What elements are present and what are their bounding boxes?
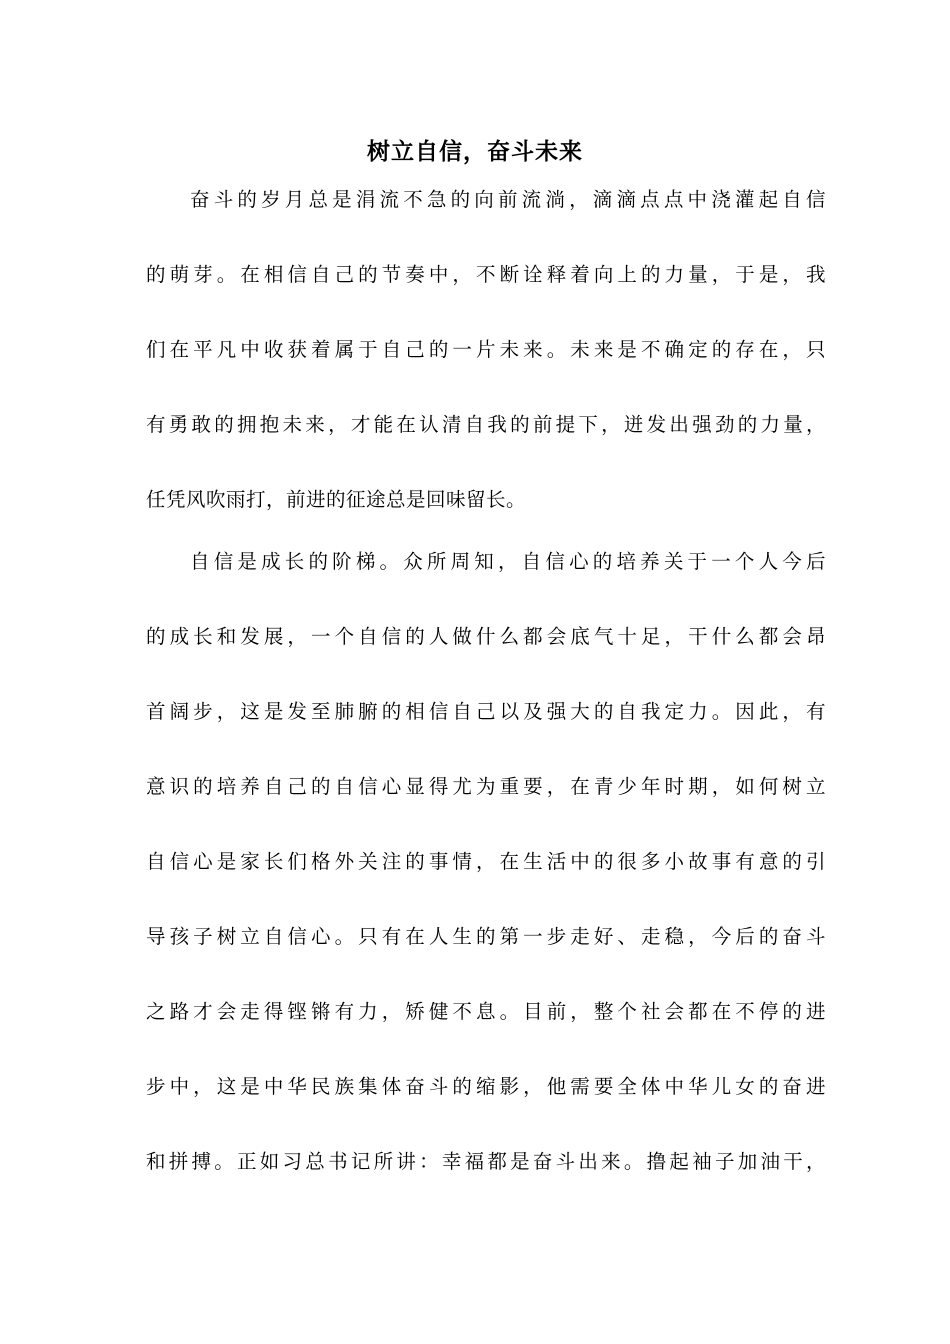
paragraph-2-line-9: 和拼搏。正如习总书记所讲：幸福都是奋斗出来。撸起袖子加油干， [146, 1150, 826, 1173]
paragraph-1-line-1: 奋斗的岁月总是涓流不急的向前流淌，滴滴点点中浇灌起自信 [190, 188, 826, 211]
paragraph-1-line-2: 的萌芽。在相信自己的节奏中，不断诠释着向上的力量，于是，我 [146, 263, 826, 286]
paragraph-2-line-7: 之路才会走得铿锵有力，矫健不息。目前，整个社会都在不停的进 [146, 1000, 826, 1023]
paragraph-2-line-8: 步中，这是中华民族集体奋斗的缩影，他需要全体中华儿女的奋进 [146, 1075, 826, 1098]
document-title: 树立自信，奋斗未来 [367, 139, 583, 165]
paragraph-1-line-4: 有勇敢的拥抱未来，才能在认清自我的前提下，迸发出强劲的力量， [146, 413, 826, 436]
paragraph-2-line-6: 导孩子树立自信心。只有在人生的第一步走好、走稳，今后的奋斗 [146, 925, 826, 948]
paragraph-1-line-3: 们在平凡中收获着属于自己的一片未来。未来是不确定的存在，只 [146, 338, 826, 361]
paragraph-2-line-1: 自信是成长的阶梯。众所周知，自信心的培养关于一个人今后 [190, 550, 826, 573]
paragraph-2-line-4: 意识的培养自己的自信心显得尤为重要，在青少年时期，如何树立 [146, 775, 826, 798]
paragraph-2-line-5: 自信心是家长们格外关注的事情，在生活中的很多小故事有意的引 [146, 850, 826, 873]
paragraph-2-line-2: 的成长和发展，一个自信的人做什么都会底气十足，干什么都会昂 [146, 625, 826, 648]
paragraph-2-line-3: 首阔步，这是发至肺腑的相信自己以及强大的自我定力。因此，有 [146, 700, 826, 723]
paragraph-1-line-5: 任凭风吹雨打，前进的征途总是回味留长。 [146, 488, 527, 511]
